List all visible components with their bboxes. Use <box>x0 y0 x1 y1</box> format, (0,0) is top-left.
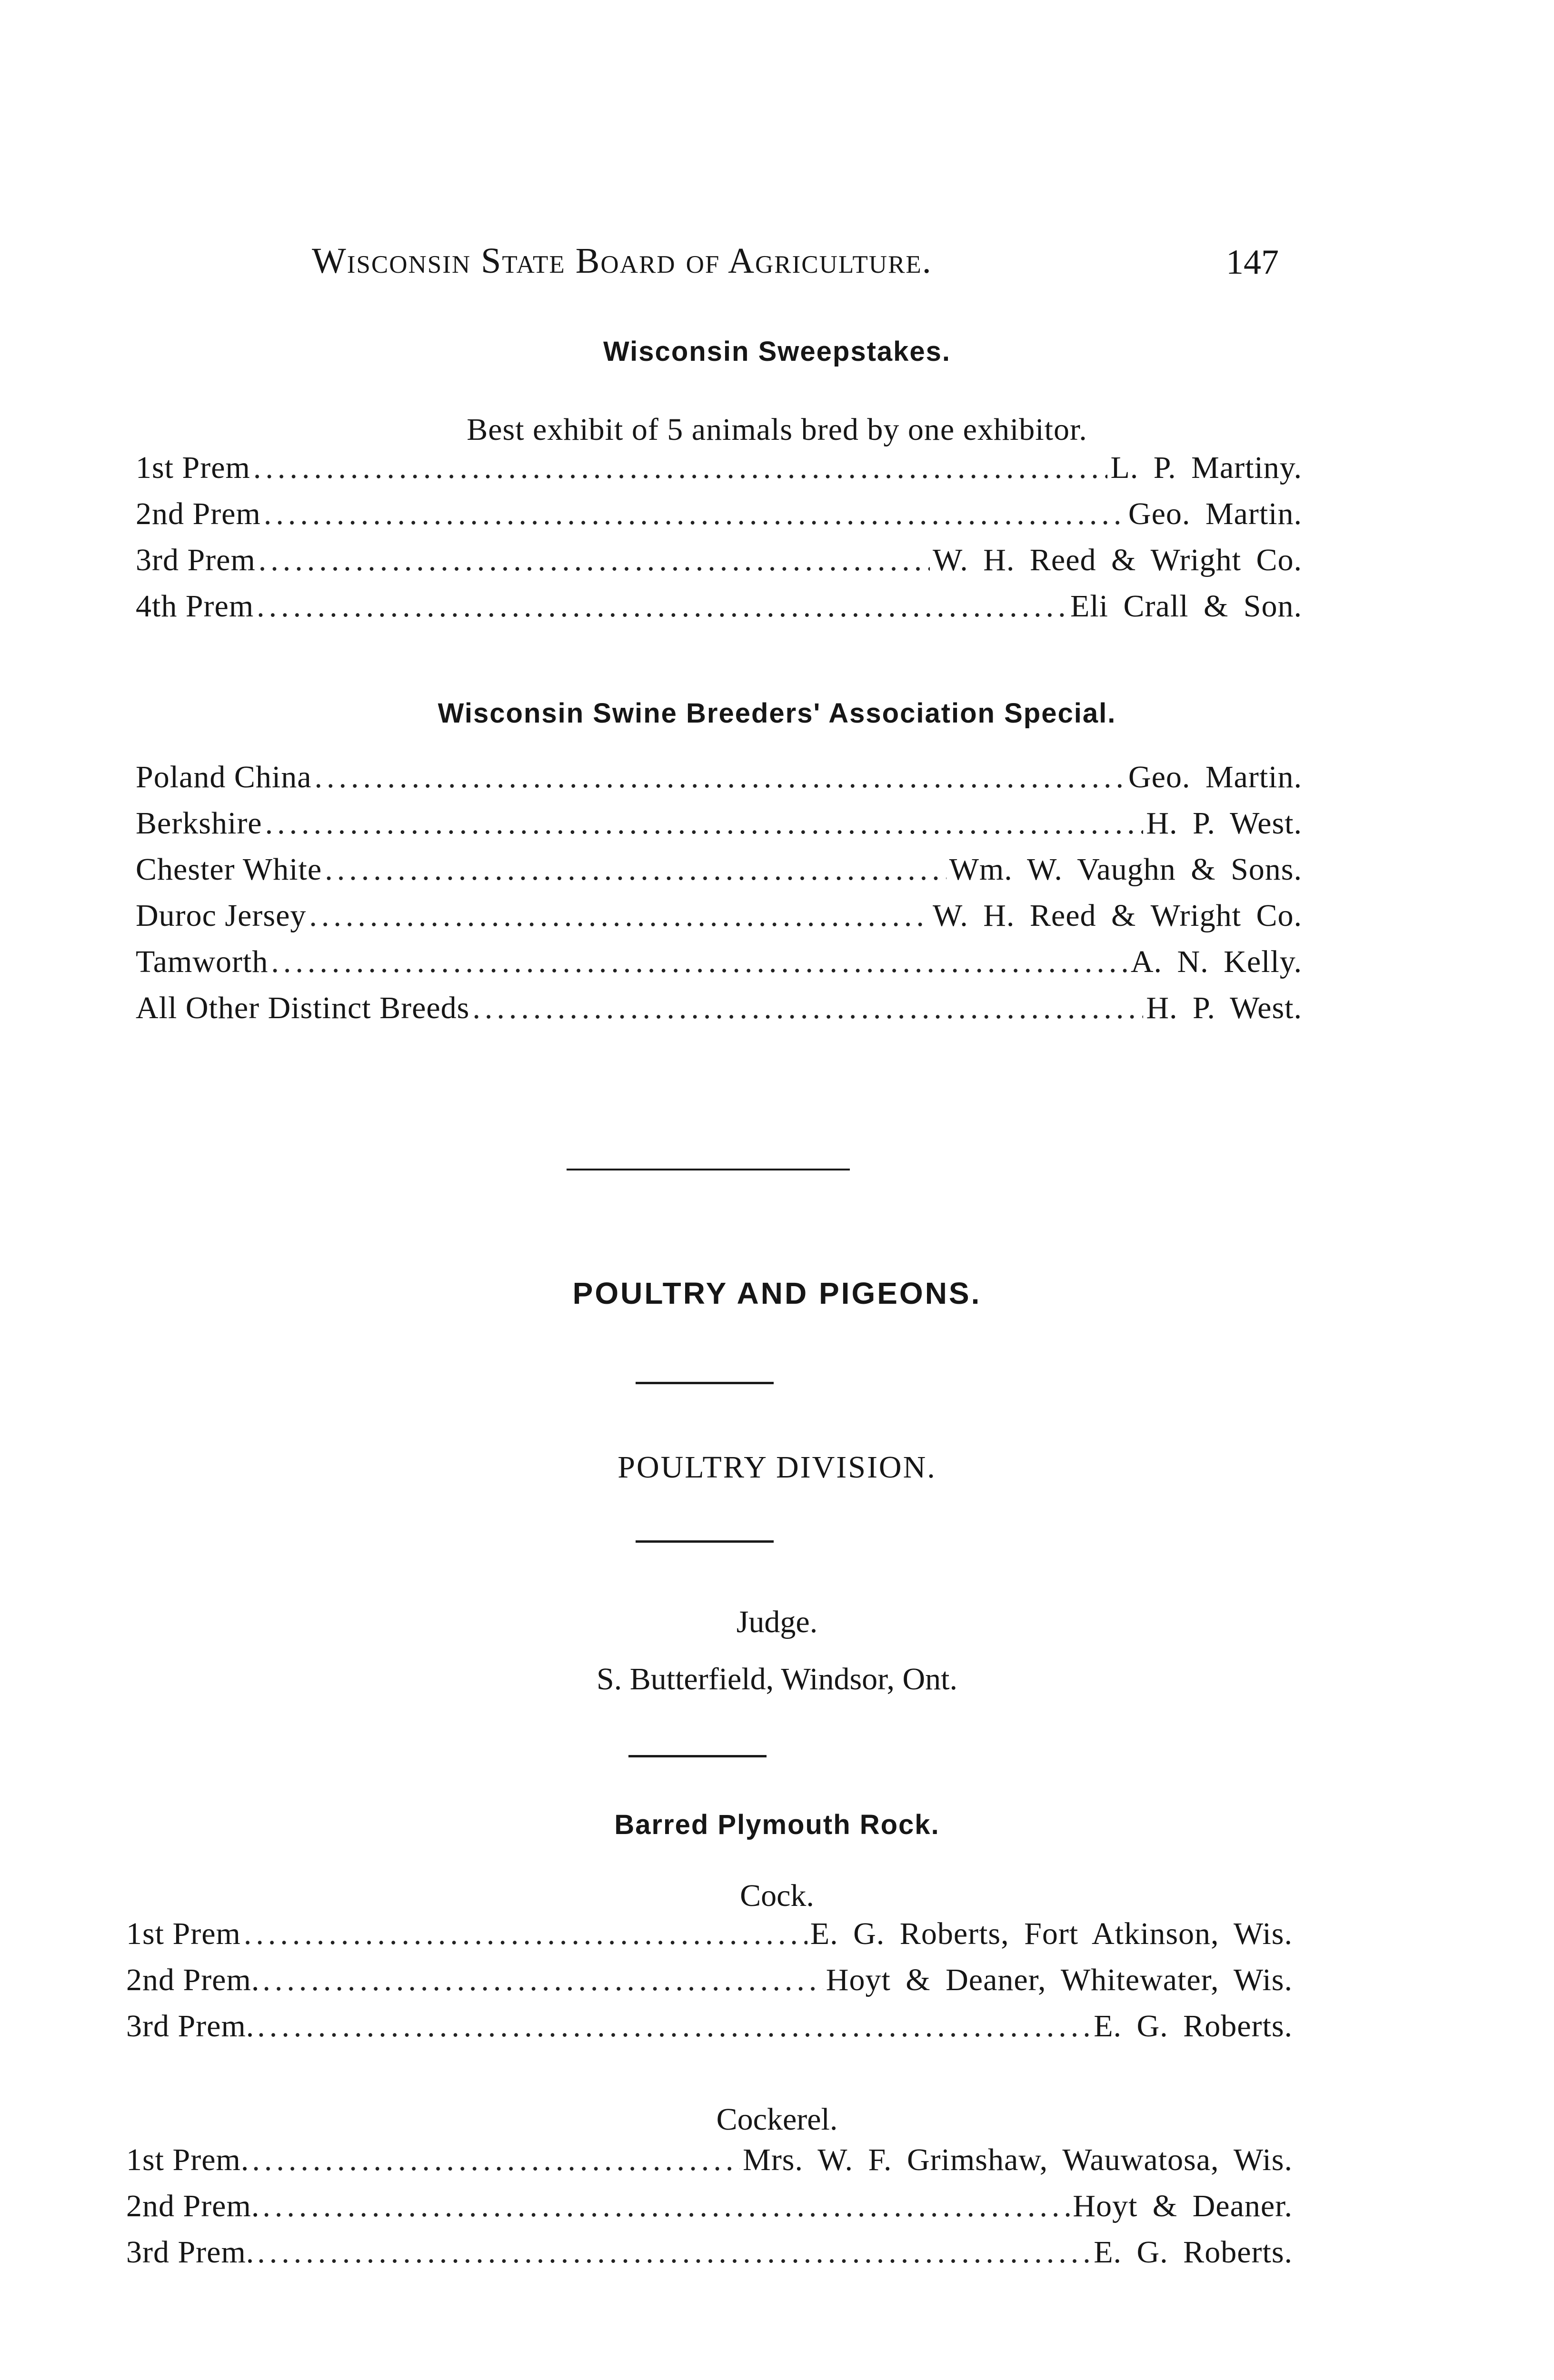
list-item <box>126 2234 1293 2281</box>
dot-leader <box>315 759 1126 795</box>
entry-label: 2nd Prem. <box>126 2189 260 2223</box>
dot-leader <box>259 542 930 578</box>
entry-label: 3rd Prem. <box>126 2235 255 2270</box>
list-item <box>136 588 1302 635</box>
list-item <box>126 2188 1293 2234</box>
entry-winner: E. G. Roberts, Fort Atkinson, Wis. <box>810 1916 1293 1951</box>
entry-label: 1st Prem <box>136 450 250 485</box>
dot-leader <box>257 588 1067 625</box>
entry-label: Berkshire <box>136 806 262 841</box>
entry-label: 2nd Prem. <box>126 1963 260 1997</box>
list-item <box>136 496 1302 542</box>
entry-winner: Hoyt & Deaner. <box>1073 2189 1293 2223</box>
running-head <box>0 240 1554 293</box>
dot-leader <box>264 496 1126 532</box>
cockerel-heading: Cockerel. <box>716 2102 838 2137</box>
page-number: 147 <box>1226 243 1279 282</box>
entry-winner: Geo. Martin. <box>1128 496 1302 531</box>
entry-winner: Geo. Martin. <box>1128 760 1302 794</box>
section-divider <box>567 1169 850 1170</box>
breed-heading: Barred Plymouth Rock. <box>614 1809 940 1840</box>
list-item <box>136 542 1302 588</box>
entry-label: Poland China <box>136 760 312 794</box>
dot-leader <box>309 898 930 934</box>
entry-winner: Hoyt & Deaner, Whitewater, Wis. <box>826 1963 1293 1997</box>
entry-label: Tamworth <box>136 944 269 979</box>
entry-label: 1st Prem <box>126 1916 241 1951</box>
dot-leader <box>262 1962 823 1998</box>
cock-heading: Cock. <box>740 1878 814 1913</box>
dot-leader <box>265 805 1144 842</box>
swine-special-entry-list <box>136 759 1302 1036</box>
dot-leader <box>244 1916 807 1952</box>
list-item <box>126 2008 1293 2054</box>
entry-label: All Other Distinct Breeds <box>136 991 470 1025</box>
entry-winner: Eli Crall & Son. <box>1070 589 1302 624</box>
dot-leader <box>257 2008 1091 2044</box>
swine-special-heading: Wisconsin Swine Breeders' Association Special. <box>438 698 1116 729</box>
dot-leader <box>252 2142 740 2178</box>
entry-winner: Mrs. W. F. Grimshaw, Wauwatosa, Wis. <box>743 2142 1293 2177</box>
cockerel-entry-list <box>126 2142 1293 2281</box>
entry-winner: E. G. Roberts. <box>1094 2235 1293 2270</box>
short-divider <box>628 1755 767 1757</box>
running-head-title: Wisconsin State Board of Agriculture. <box>312 241 932 281</box>
short-divider <box>636 1382 774 1384</box>
list-item <box>136 759 1302 805</box>
entry-winner: Wm. W. Vaughn & Sons. <box>949 852 1302 887</box>
dot-leader <box>472 990 1143 1026</box>
entry-label: 1st Prem. <box>126 2142 249 2177</box>
sweepstakes-heading: Wisconsin Sweepstakes. <box>603 336 951 367</box>
list-item <box>136 805 1302 852</box>
entry-label: Duroc Jersey <box>136 898 307 933</box>
entry-winner: H. P. West. <box>1146 991 1302 1025</box>
dot-leader <box>253 450 1108 486</box>
entry-winner: L. P. Martiny. <box>1110 450 1302 485</box>
entry-winner: W. H. Reed & Wright Co. <box>933 543 1302 577</box>
entry-winner: A. N. Kelly. <box>1130 944 1302 979</box>
list-item <box>126 2142 1293 2188</box>
list-item <box>136 944 1302 990</box>
poultry-division-heading: POULTRY DIVISION. <box>618 1450 936 1485</box>
sweepstakes-entry-list <box>136 450 1302 635</box>
entry-label: 4th Prem <box>136 589 254 624</box>
judge-label: Judge. <box>736 1605 818 1639</box>
list-item <box>136 990 1302 1036</box>
entry-label: 2nd Prem <box>136 496 261 531</box>
dot-leader <box>325 852 946 888</box>
sweepstakes-intro: Best exhibit of 5 animals bred by one exhibitor. <box>467 412 1087 447</box>
entry-label: Chester White <box>136 852 322 887</box>
list-item <box>126 1916 1293 1962</box>
dot-leader <box>271 944 1128 980</box>
entry-label: 3rd Prem. <box>126 2009 255 2043</box>
judge-name: S. Butterfield, Windsor, Ont. <box>597 1662 957 1696</box>
poultry-section-heading: POULTRY AND PIGEONS. <box>572 1276 982 1310</box>
list-item <box>136 898 1302 944</box>
entry-winner: H. P. West. <box>1146 806 1302 841</box>
cock-entry-list <box>126 1916 1293 2054</box>
list-item <box>136 450 1302 496</box>
dot-leader <box>257 2234 1091 2271</box>
list-item <box>136 852 1302 898</box>
entry-label: 3rd Prem <box>136 543 256 577</box>
entry-winner: E. G. Roberts. <box>1094 2009 1293 2043</box>
entry-winner: W. H. Reed & Wright Co. <box>933 898 1302 933</box>
dot-leader <box>262 2188 1070 2224</box>
list-item <box>126 1962 1293 2008</box>
short-divider <box>636 1540 774 1543</box>
